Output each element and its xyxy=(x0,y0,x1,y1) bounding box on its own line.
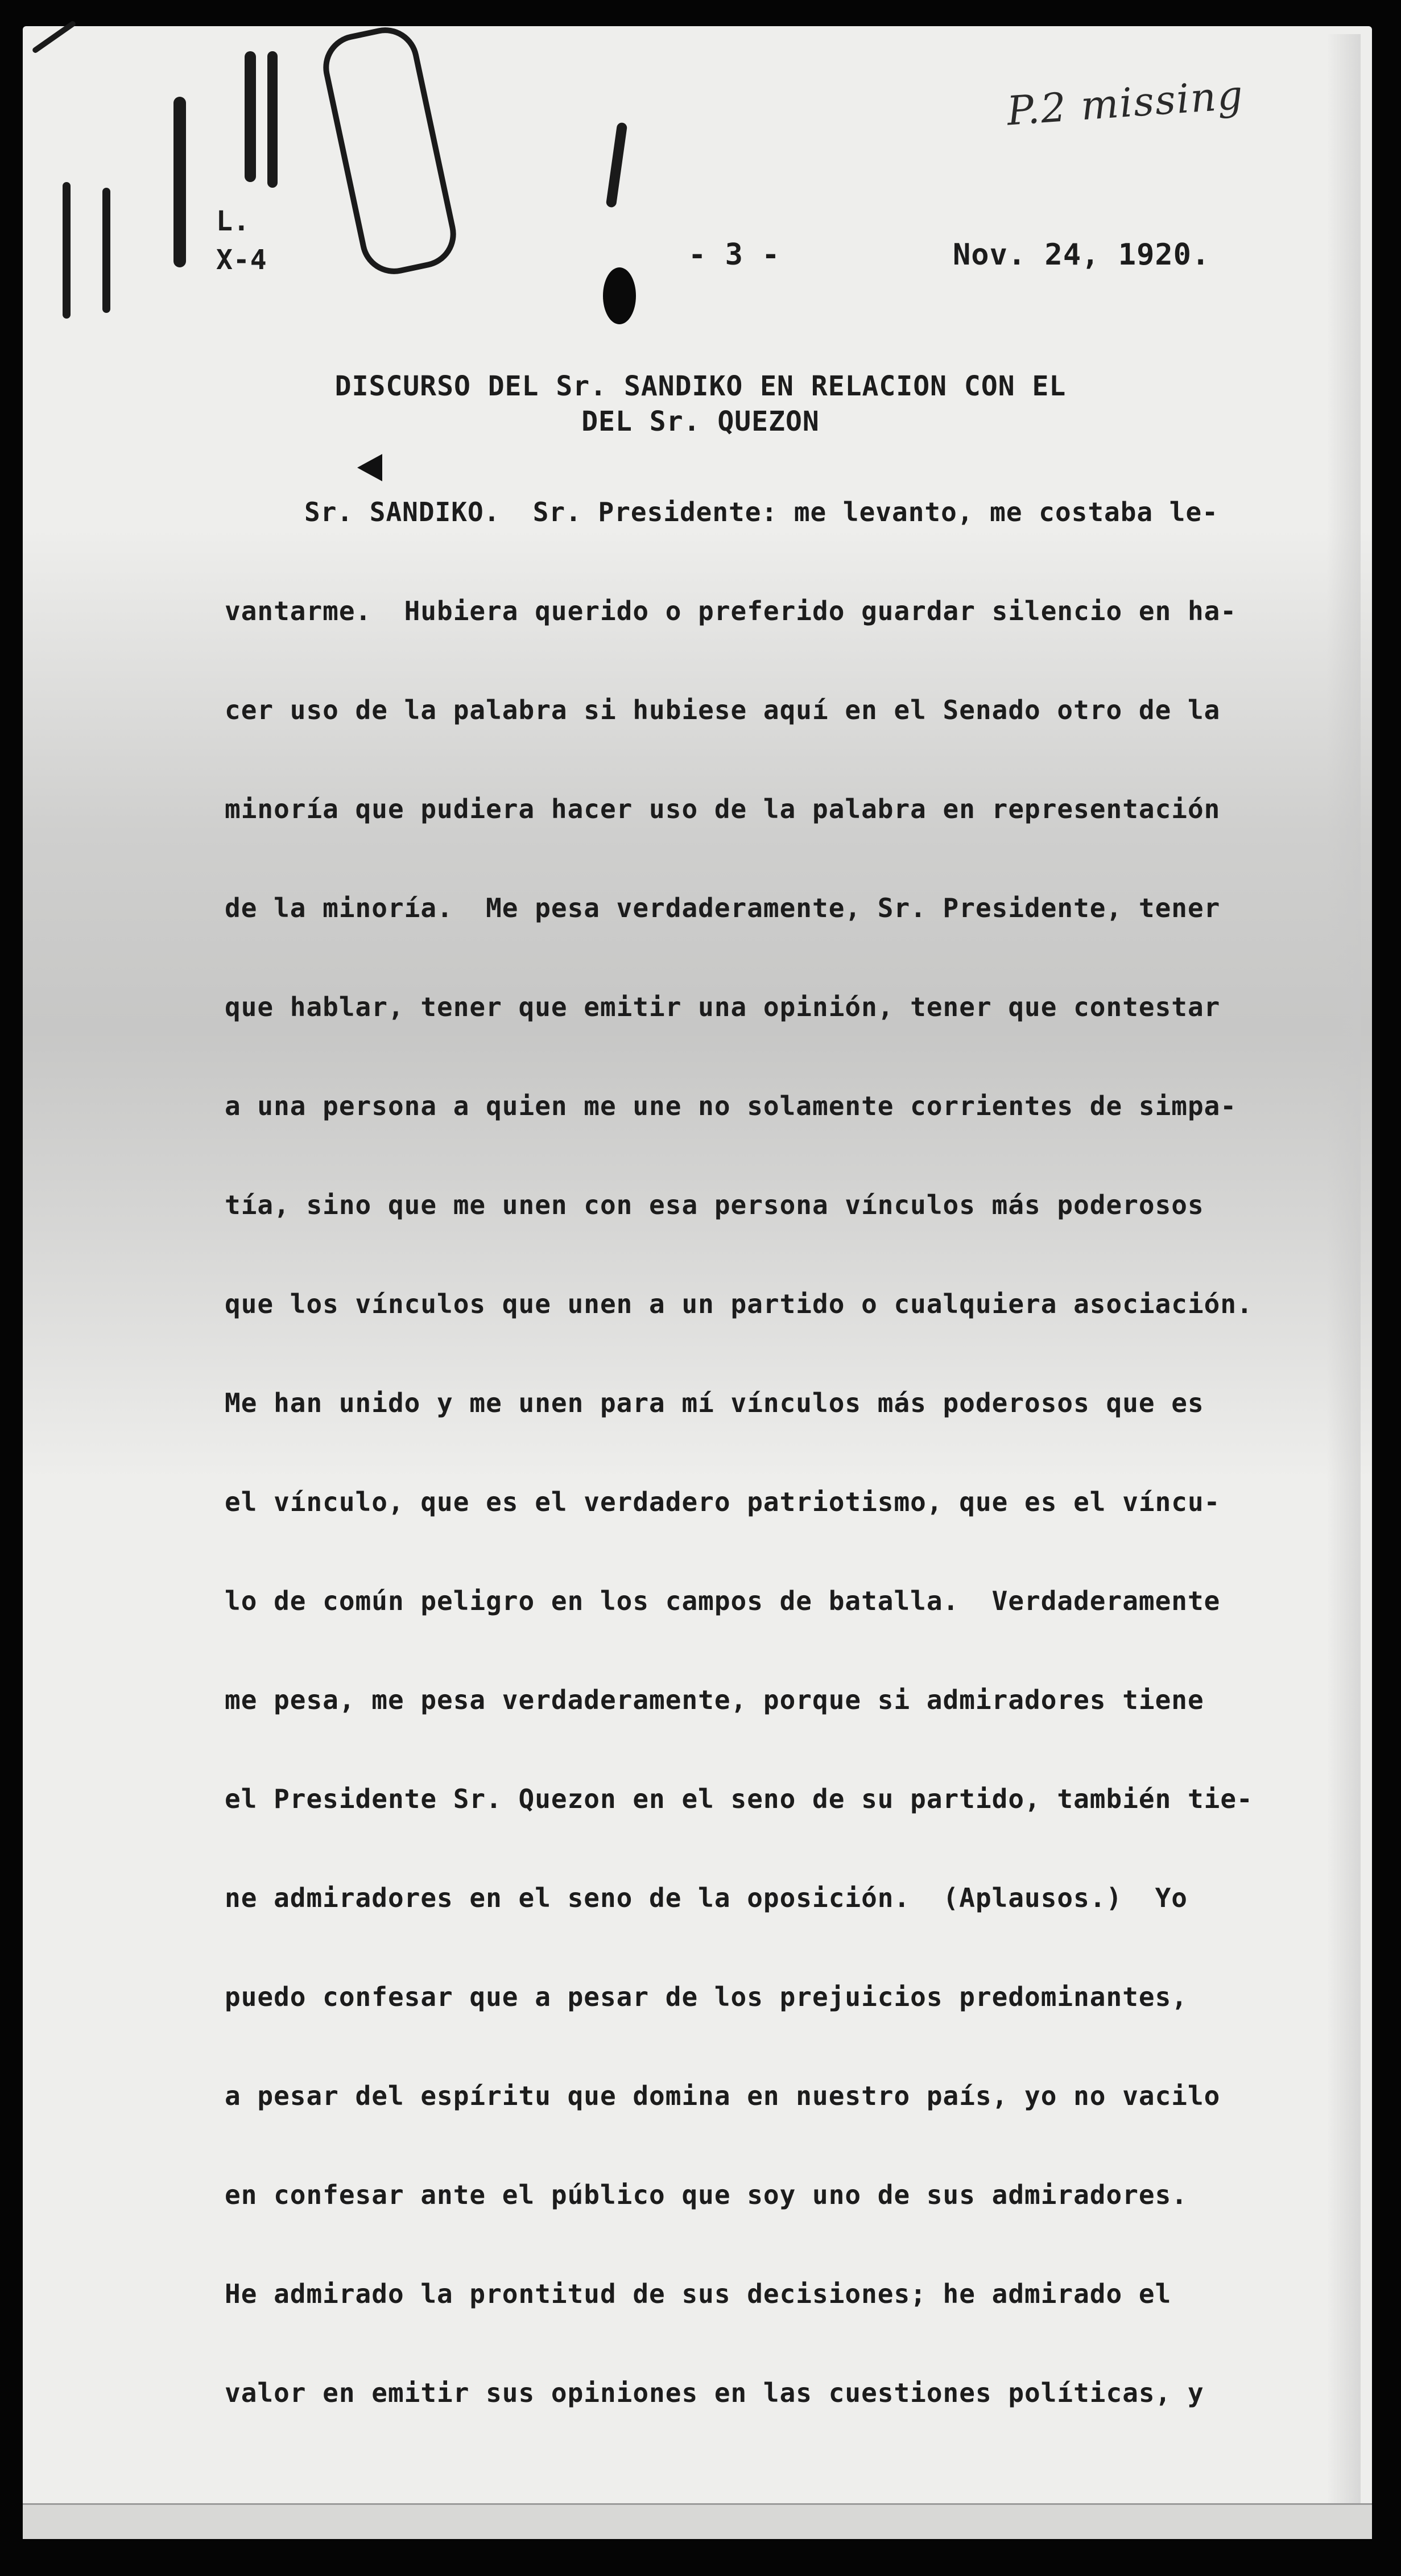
ink-blot xyxy=(603,267,636,324)
page-number: - 3 - xyxy=(688,238,780,272)
binding-mark xyxy=(267,51,278,188)
body-line: valor en emitir sus opiniones en las cuestiones políticas, y xyxy=(225,2377,1204,2408)
body-line: Me han unido y me unen para mí vínculos más poderosos que es xyxy=(225,1388,1204,1418)
document-title-line2: DEL Sr. QUEZON xyxy=(581,406,820,437)
binding-mark xyxy=(63,182,71,319)
binding-mark xyxy=(245,51,256,182)
body-line: minoría que pudiera hacer uso de la palabra en representación xyxy=(225,794,1221,824)
body-line: cer uso de la palabra si hubiese aquí en el Senado otro de la xyxy=(225,695,1221,725)
page-bottom-edge xyxy=(23,2503,1372,2539)
body-line: a pesar del espíritu que domina en nuestro país, yo no vacilo xyxy=(225,2080,1221,2111)
document-title-line1: DISCURSO DEL Sr. SANDIKO EN RELACION CON EL xyxy=(334,370,1067,402)
body-line: lo de común peligro en los campos de batalla. Verdaderamente xyxy=(225,1586,1221,1616)
body-line: de la minoría. Me pesa verdaderamente, Sr. Presidente, tener xyxy=(225,893,1221,923)
speech-body xyxy=(225,495,1288,2475)
document-code xyxy=(216,202,267,279)
handwritten-note: P.2 missing xyxy=(1005,71,1246,135)
body-line: vantarme. Hubiera querido o preferido guardar silencio en ha- xyxy=(225,596,1237,626)
document-code-line2: X-4 xyxy=(216,244,267,276)
document-code-line1: L. xyxy=(216,205,250,237)
body-line: el Presidente Sr. Quezon en el seno de su partido, también tie- xyxy=(225,1784,1253,1814)
body-line: He admirado la prontitud de sus decisiones; he admirado el xyxy=(225,2278,1172,2309)
arrow-mark xyxy=(357,454,382,481)
body-line: Sr. SANDIKO. Sr. Presidente: me levanto, me costaba le- xyxy=(304,497,1218,527)
body-line: puedo confesar que a pesar de los prejuicios predominantes, xyxy=(225,1981,1188,2012)
binding-mark xyxy=(173,97,186,267)
document-date: Nov. 24, 1920. xyxy=(953,238,1210,272)
body-line: tía, sino que me unen con esa persona vínculos más poderosos xyxy=(225,1190,1204,1220)
body-line: que hablar, tener que emitir una opinión, tener que contestar xyxy=(225,992,1221,1022)
body-line: en confesar ante el público que soy uno de sus admiradores. xyxy=(225,2179,1188,2210)
binding-mark xyxy=(102,188,110,313)
body-line: el vínculo, que es el verdadero patriotismo, que es el víncu- xyxy=(225,1487,1221,1517)
body-line: ne admiradores en el seno de la oposición. (Aplausos.) Yo xyxy=(225,1883,1188,1913)
body-line: a una persona a quien me une no solamente corrientes de simpa- xyxy=(225,1091,1237,1121)
body-line: me pesa, me pesa verdaderamente, porque si admiradores tiene xyxy=(225,1685,1204,1715)
body-line: que los vínculos que unen a un partido o cualquiera asociación. xyxy=(225,1289,1253,1319)
